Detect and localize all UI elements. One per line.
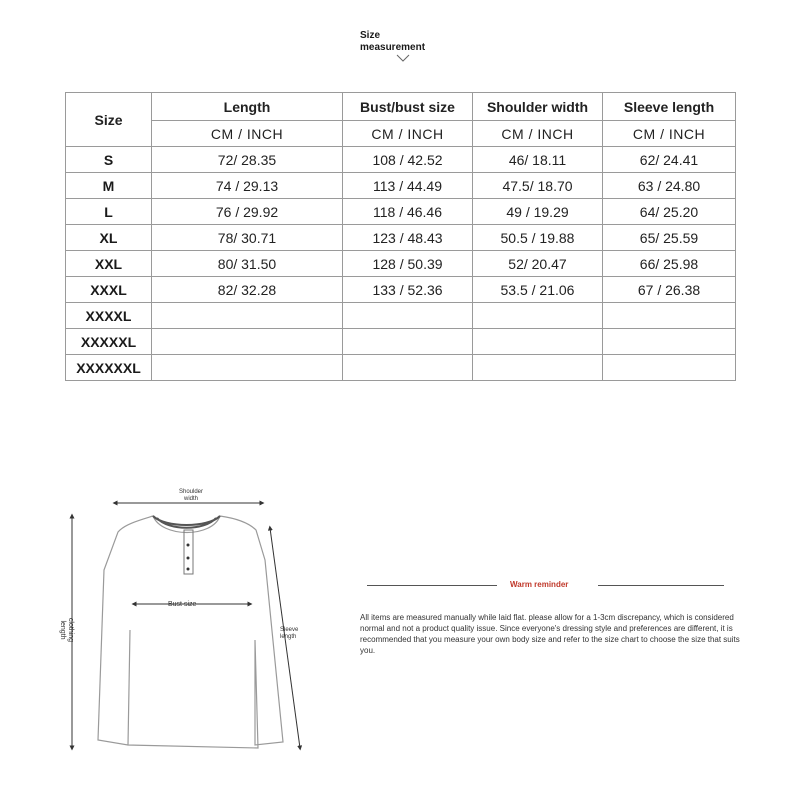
table-header-row bbox=[66, 93, 736, 121]
table-row bbox=[66, 199, 736, 225]
bust-size-label: Bust size bbox=[168, 601, 197, 608]
shoulder-cell: 47.5/ 18.70 bbox=[473, 173, 603, 199]
bust-cell: 133 / 52.36 bbox=[343, 277, 473, 303]
sleeve-cell: 64/ 25.20 bbox=[603, 199, 736, 225]
sleeve-label-line-1: Sleeve bbox=[280, 627, 299, 633]
sleeve-cell bbox=[603, 329, 736, 355]
size-cell: L bbox=[66, 199, 152, 225]
table-row bbox=[66, 147, 736, 173]
reminder-divider-left bbox=[367, 585, 497, 586]
header-shoulder: Shoulder width bbox=[473, 93, 603, 121]
size-cell: XXXXL bbox=[66, 303, 152, 329]
length-cell bbox=[152, 303, 343, 329]
unit-sleeve: CM / INCH bbox=[603, 121, 736, 147]
size-cell: XXXXXXL bbox=[66, 355, 152, 381]
shoulder-cell: 49 / 19.29 bbox=[473, 199, 603, 225]
size-cell: XXL bbox=[66, 251, 152, 277]
bust-cell: 118 / 46.46 bbox=[343, 199, 473, 225]
sleeve-cell bbox=[603, 355, 736, 381]
shirt-diagram bbox=[55, 480, 315, 760]
unit-length: CM / INCH bbox=[152, 121, 343, 147]
bust-cell: 113 / 44.49 bbox=[343, 173, 473, 199]
shirt-outline bbox=[98, 516, 283, 748]
bust-cell: 123 / 48.43 bbox=[343, 225, 473, 251]
sleeve-cell: 62/ 24.41 bbox=[603, 147, 736, 173]
button-icon bbox=[187, 544, 190, 547]
size-chart-table bbox=[65, 92, 736, 381]
button-icon bbox=[187, 568, 190, 571]
shoulder-cell: 50.5 / 19.88 bbox=[473, 225, 603, 251]
table-row bbox=[66, 355, 736, 381]
length-cell: 80/ 31.50 bbox=[152, 251, 343, 277]
length-cell: 76 / 29.92 bbox=[152, 199, 343, 225]
header-sleeve: Sleeve length bbox=[603, 93, 736, 121]
table-row bbox=[66, 225, 736, 251]
reminder-text: All items are measured manually while laid flat. please allow for a 1-3cm discrepancy, which is considered normal and not a product quality issue. Since everyone's dressing style and preferences are different, it is recommended that you measure your own body size and refer to the size chart to choose the size that suits you. bbox=[360, 613, 740, 655]
sleeve-cell bbox=[603, 303, 736, 329]
size-cell: M bbox=[66, 173, 152, 199]
length-cell bbox=[152, 329, 343, 355]
table-row bbox=[66, 173, 736, 199]
header-bust: Bust/bust size bbox=[343, 93, 473, 121]
bust-cell: 128 / 50.39 bbox=[343, 251, 473, 277]
reminder-title: Warm reminder bbox=[510, 580, 569, 589]
bust-cell bbox=[343, 355, 473, 381]
size-cell: XXXXXL bbox=[66, 329, 152, 355]
shoulder-cell: 52/ 20.47 bbox=[473, 251, 603, 277]
shoulder-label-line-2: width bbox=[183, 496, 198, 502]
table-row bbox=[66, 303, 736, 329]
heading-line-2: measurement bbox=[360, 42, 426, 53]
sleeve-cell: 66/ 25.98 bbox=[603, 251, 736, 277]
sleeve-label-line-2: length bbox=[280, 634, 297, 640]
shoulder-cell: 53.5 / 21.06 bbox=[473, 277, 603, 303]
unit-bust: CM / INCH bbox=[343, 121, 473, 147]
button-icon bbox=[187, 557, 190, 560]
length-cell: 78/ 30.71 bbox=[152, 225, 343, 251]
shoulder-cell bbox=[473, 329, 603, 355]
size-cell: XXXL bbox=[66, 277, 152, 303]
bust-cell: 108 / 42.52 bbox=[343, 147, 473, 173]
heading-line-1: Size bbox=[360, 30, 381, 41]
table-row bbox=[66, 277, 736, 303]
clothing-label-line-1: clothing bbox=[67, 617, 74, 643]
shoulder-cell: 46/ 18.11 bbox=[473, 147, 603, 173]
size-measurement-heading bbox=[360, 30, 425, 54]
length-cell: 72/ 28.35 bbox=[152, 147, 343, 173]
bust-cell bbox=[343, 329, 473, 355]
size-cell: S bbox=[66, 147, 152, 173]
header-length: Length bbox=[152, 93, 343, 121]
shoulder-cell bbox=[473, 303, 603, 329]
bust-cell bbox=[343, 303, 473, 329]
clothing-label-line-2: length bbox=[59, 620, 66, 640]
length-cell bbox=[152, 355, 343, 381]
shirt-collar bbox=[153, 516, 220, 528]
clothing-length-label bbox=[58, 610, 74, 650]
shoulder-width-label bbox=[178, 489, 204, 503]
reminder-divider-right bbox=[598, 585, 724, 586]
length-cell: 82/ 32.28 bbox=[152, 277, 343, 303]
table-units-row bbox=[66, 121, 736, 147]
unit-shoulder: CM / INCH bbox=[473, 121, 603, 147]
sleeve-cell: 63 / 24.80 bbox=[603, 173, 736, 199]
header-size: Size bbox=[66, 93, 152, 147]
sleeve-cell: 67 / 26.38 bbox=[603, 277, 736, 303]
chevron-down-icon bbox=[396, 54, 410, 62]
table-row bbox=[66, 329, 736, 355]
shoulder-cell bbox=[473, 355, 603, 381]
sleeve-length-label bbox=[280, 627, 298, 641]
shoulder-label-line-1: Shoulder bbox=[178, 489, 204, 495]
size-cell: XL bbox=[66, 225, 152, 251]
sleeve-cell: 65/ 25.59 bbox=[603, 225, 736, 251]
table-row bbox=[66, 251, 736, 277]
length-cell: 74 / 29.13 bbox=[152, 173, 343, 199]
